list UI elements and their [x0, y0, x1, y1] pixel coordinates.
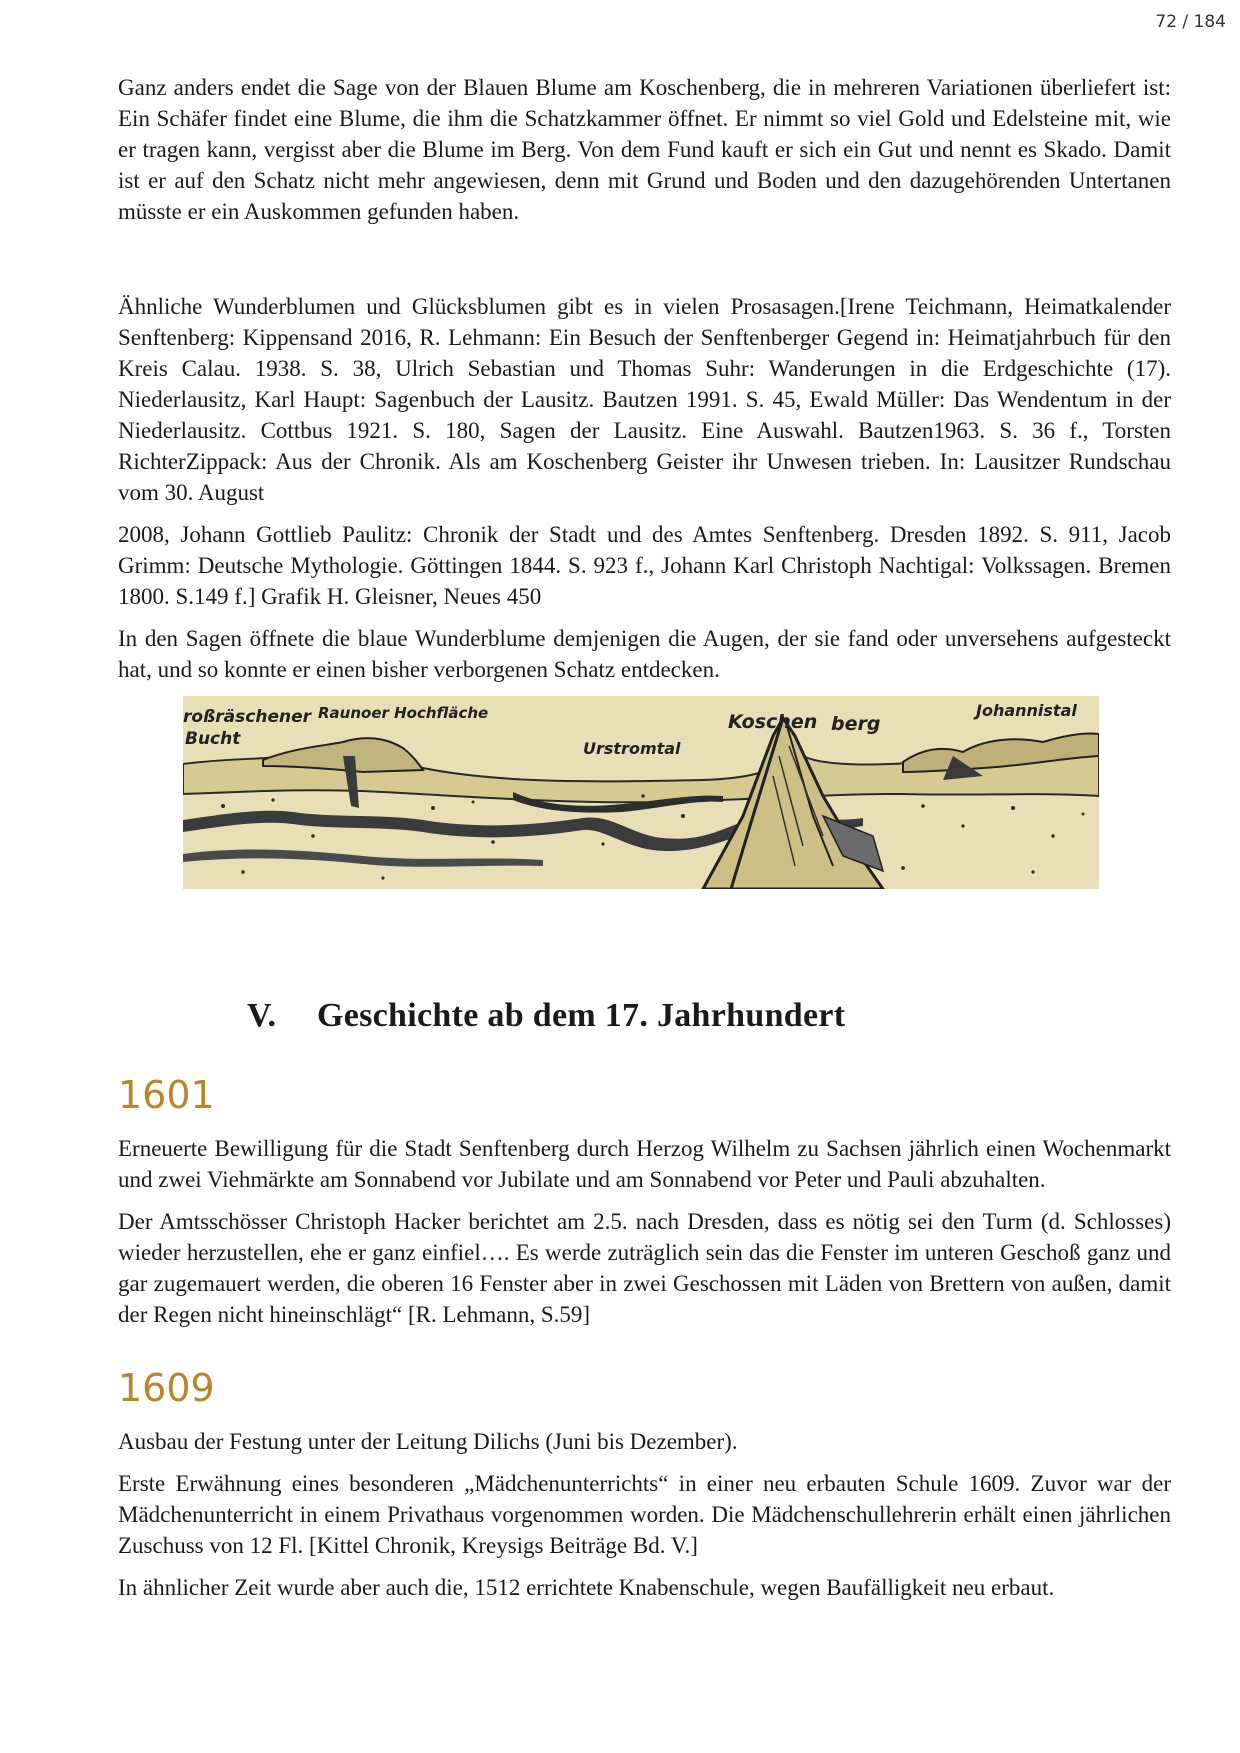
paragraph-1609-girls-school: Erste Erwähnung eines besonderen „Mädchenunterrichts“ in einer neu erbauten Schule 1609. Zuvor war der Mädchenunterricht in einem Privathaus vorgenommen worden. Die Mädchenschullehrerin erhält einen jährlichen Zuschuss von 12 Fl. [Kittel Chronik, Kreysigs Beiträge Bd. V.]: [118, 1471, 1171, 1558]
paragraph-1609-boys-school: In ähnlicher Zeit wurde aber auch die, 1512 errichtete Knabenschule, wegen Baufälligkeit neu erbaut.: [118, 1575, 1055, 1600]
figure-label-raunoer-hochflaeche: Raunoer Hochfläche: [318, 704, 489, 722]
chapter-number: V.: [247, 997, 277, 1034]
year-heading-1601: 1601: [118, 1073, 215, 1117]
figure-label-grossraeschen: roßräschener: [183, 707, 311, 727]
figure-label-berg: berg: [831, 713, 881, 735]
paragraph-1601-markets: Erneuerte Bewilligung für die Stadt Senftenberg durch Herzog Wilhelm zu Sachsen jährlich einen Wochenmarkt und zwei Viehmärkte am Sonnabend vor Jubilate und am Sonnabend vor Peter und Pauli abzuhalten.: [118, 1136, 1171, 1192]
page-number: 72 / 184: [1155, 12, 1226, 32]
geological-cross-section-figure: [183, 696, 1099, 889]
chapter-heading: [247, 996, 1171, 1036]
year-heading-1609: 1609: [118, 1366, 215, 1410]
figure-label-johannistal: Johannistal: [976, 701, 1077, 720]
paragraph-spacer: [118, 238, 1171, 291]
paragraph-wonder-flowers-sources: Ähnliche Wunderblumen und Glücksblumen gibt es in vielen Prosasagen.[Irene Teichmann, Heimatkalender Senftenberg: Kippensand 2016, R. Lehmann: Ein Besuch der Senftenberger Gegend in: Heimatjahrbuch für den Kreis Calau. 1938. S. 38, Ulrich Sebastian und Thomas Suhr: Wanderungen in die Erdgeschichte (17). Niederlausitz, Karl Haupt: Sagenbuch der Lausitz. Bautzen 1991. S. 45, Ewald Müller: Das Wendentum in der Niederlausitz. Cottbus 1921. S. 180, Sagen der Lausitz. Eine Auswahl. Bautzen1963. S. 36 f., Torsten RichterZippack: Aus der Chronik. Als am Koschenberg Geister ihr Unwesen trieben. In: Lausitzer Rundschau vom 30. August: [118, 294, 1171, 505]
paragraph-1609-fortress: Ausbau der Festung unter der Leitung Dilichs (Juni bis Dezember).: [118, 1429, 738, 1454]
figure-label-urstromtal: Urstromtal: [583, 739, 681, 758]
paragraph-blue-flower-eyes: In den Sagen öffnete die blaue Wunderblume demjenigen die Augen, der sie fand oder unversehens aufgesteckt hat, und so konnte er einen bisher verborgenen Schatz entdecken.: [118, 626, 1171, 682]
paragraph-blue-flower-legend: Ganz anders endet die Sage von der Blauen Blume am Koschenberg, die in mehreren Variationen überliefert ist: Ein Schäfer findet eine Blume, die ihm die Schatzkammer öffnet. Er nimmt so viel Gold und Edelsteine mit, wie er tragen kann, vergisst aber die Blume im Berg. Von dem Fund kauft er sich ein Gut und nennt es Skado. Damit ist er auf den Schatz nicht mehr angewiesen, denn mit Grund und Boden und den dazugehörenden Untertanen müsste er ein Auskommen gefunden haben.: [118, 75, 1171, 224]
geological-cross-section-drawing: [183, 696, 1099, 889]
chapter-title-text: Geschichte ab dem 17. Jahrhundert: [317, 997, 846, 1034]
document-body: [118, 72, 1171, 1614]
paragraph-1601-tower: Der Amtsschösser Christoph Hacker berichtet am 2.5. nach Dresden, dass es nötig sei den Turm (d. Schlosses) wieder herzustellen, ehe er ganz einfiel…. Es werde zuträglich sein das die Fenster im unteren Geschoß ganz und gar zugemauert werden, die oberen 16 Fenster aber in zwei Geschossen mit Läden von Brettern von außen, damit der Regen nicht hineinschlägt“ [R. Lehmann, S.59]: [118, 1209, 1171, 1327]
figure-label-koschen: Koschen: [728, 711, 818, 733]
paragraph-sources-continued: 2008, Johann Gottlieb Paulitz: Chronik der Stadt und des Amtes Senftenberg. Dresden 1892. S. 911, Jacob Grimm: Deutsche Mythologie. Göttingen 1844. S. 923 f., Johann Karl Christoph Nachtigal: Volkssagen. Bremen 1800. S.149 f.] Grafik H. Gleisner, Neues 450: [118, 522, 1171, 609]
figure-label-bucht: Bucht: [185, 729, 241, 749]
